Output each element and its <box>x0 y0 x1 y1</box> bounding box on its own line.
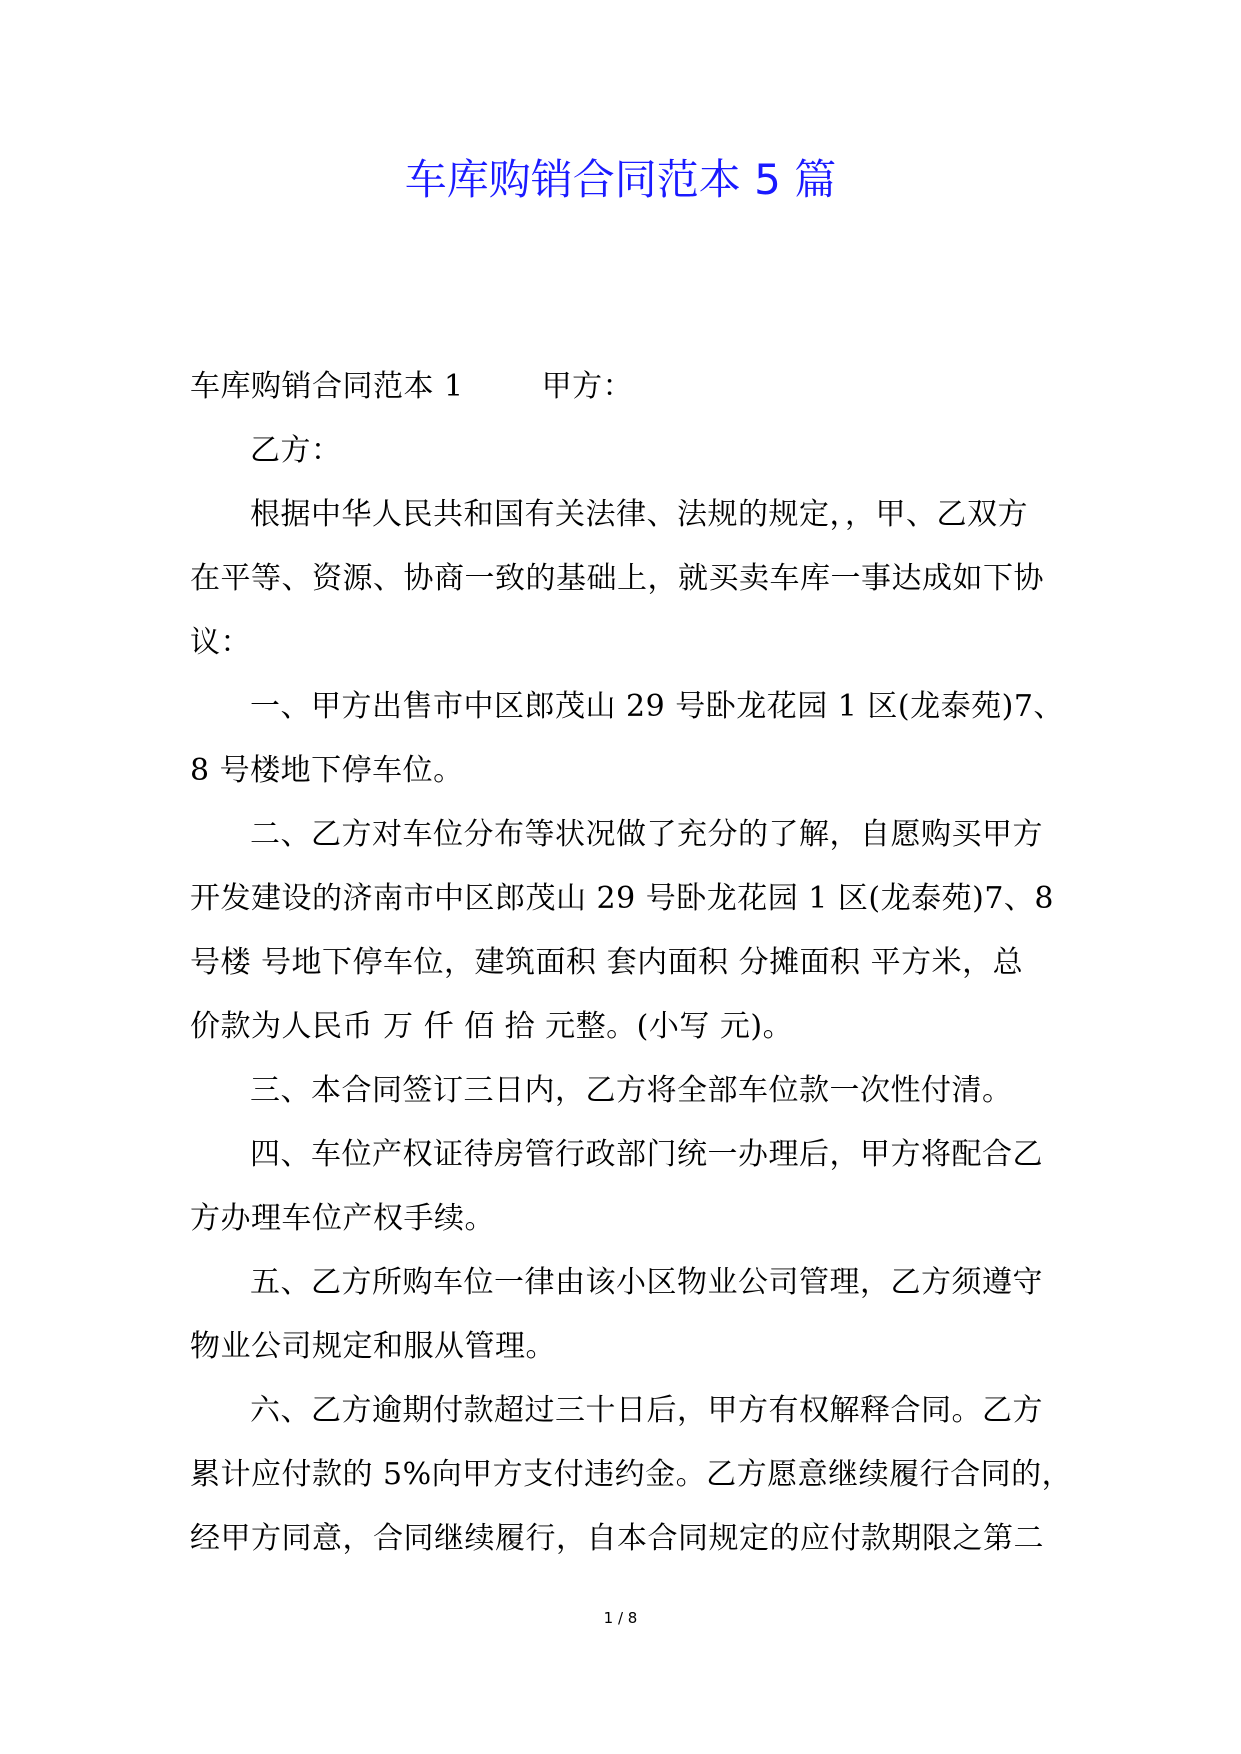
text-line: 根据中华人民共和国有关法律、法规的规定，，甲、乙双方 <box>250 497 1028 532</box>
party-a-label: 甲方： <box>541 369 634 404</box>
text-line: 物业公司规定和服从管理。 <box>190 1329 556 1364</box>
text-line: 议： <box>190 625 251 660</box>
page-number: 1 / 8 <box>603 1609 638 1627</box>
text-line: 四、车位产权证待房管行政部门统一办理后，甲方将配合乙 <box>250 1137 1043 1172</box>
text-line: 二、乙方对车位分布等状况做了充分的了解，自愿购买甲方 <box>250 817 1043 852</box>
text-line: 号楼 号地下停车位，建筑面积 套内面积 分摊面积 平方米，总 <box>190 945 1024 980</box>
text-line: 经甲方同意，合同继续履行，自本合同规定的应付款期限之第二 <box>190 1521 1044 1556</box>
text-line: 一、甲方出售市中区郎茂山 29 号卧龙花园 1 区(龙泰苑)7、 <box>250 689 1064 724</box>
text-line: 方办理车位产权手续。 <box>190 1201 495 1236</box>
text-line: 累计应付款的 5%向甲方支付违约金。乙方愿意继续履行合同的， <box>190 1457 1073 1492</box>
document-body <box>190 355 1073 1571</box>
section-label: 车库购销合同范本 1 <box>190 369 464 404</box>
text-line: 在平等、资源、协商一致的基础上，就买卖车库一事达成如下协 <box>190 561 1044 596</box>
text-line: 五、乙方所购车位一律由该小区物业公司管理，乙方须遵守 <box>250 1265 1043 1300</box>
text-line: 8 号楼地下停车位。 <box>190 753 464 788</box>
text-line: 三、本合同签订三日内，乙方将全部车位款一次性付清。 <box>250 1073 1013 1108</box>
text-line: 六、乙方逾期付款超过三十日后，甲方有权解释合同。乙方 <box>250 1393 1043 1428</box>
text-line: 乙方： <box>250 433 342 468</box>
text-line: 价款为人民币 万 仟 佰 拾 元整。(小写 元)。 <box>190 1009 794 1044</box>
paragraph-lines <box>190 419 1073 1571</box>
text-line: 开发建设的济南市中区郎茂山 29 号卧龙花园 1 区(龙泰苑)7、8 <box>190 881 1054 916</box>
document-title: 车库购销合同范本 5 篇 <box>404 155 837 204</box>
section-heading-line <box>190 355 1050 419</box>
